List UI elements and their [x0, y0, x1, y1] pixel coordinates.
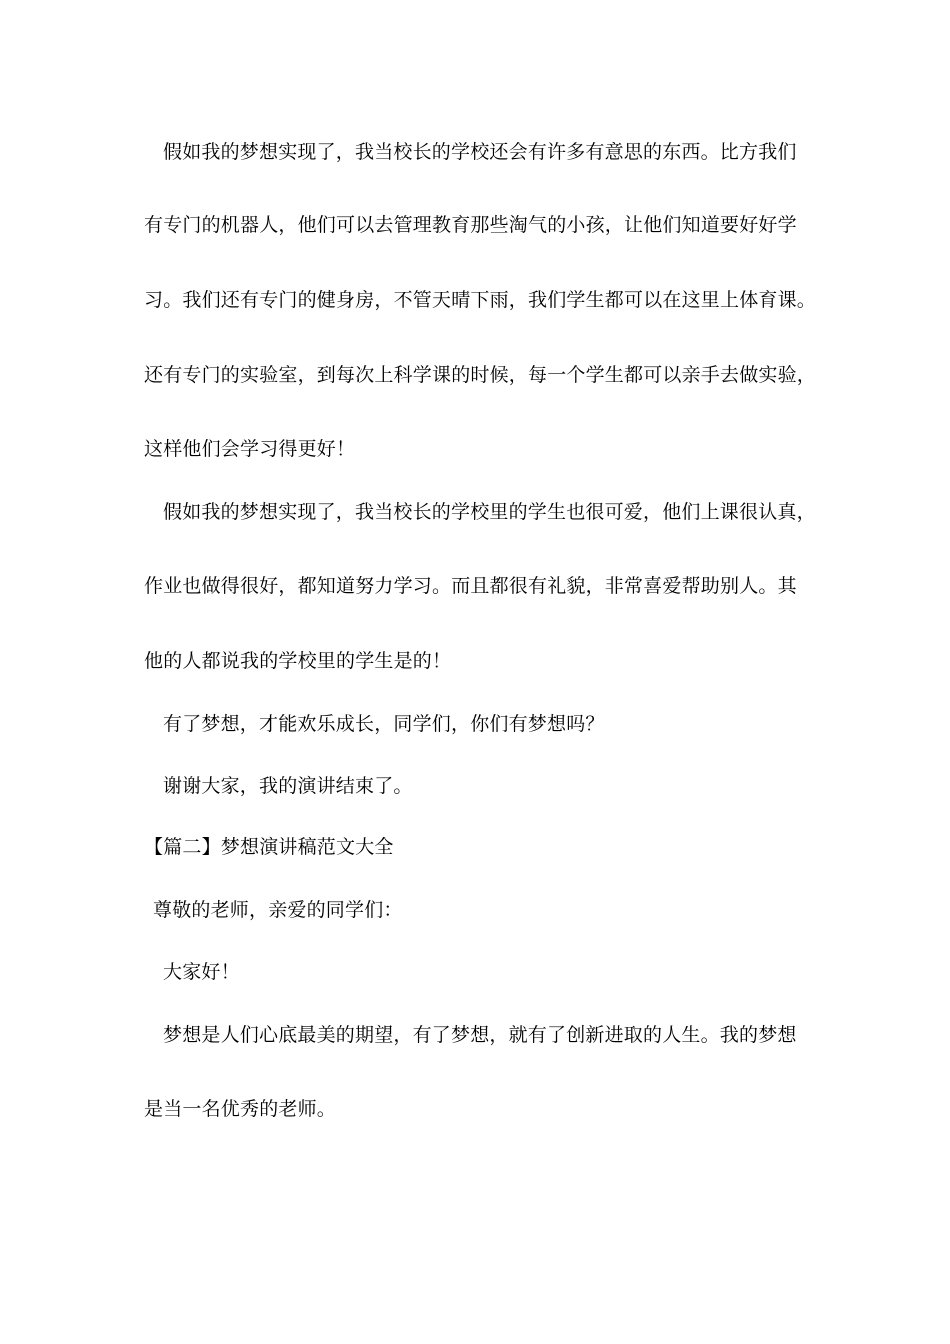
paragraph-1-line-2: 有专门的机器人，他们可以去管理教育那些淘气的小孩，让他们知道要好好学: [144, 214, 797, 236]
paragraph-1-line-4: 还有专门的实验室，到每次上科学课的时候，每一个学生都可以亲手去做实验，: [144, 364, 817, 386]
paragraph-4: 谢谢大家，我的演讲结束了。: [163, 775, 413, 797]
greeting: 大家好！: [163, 961, 240, 983]
paragraph-3: 有了梦想，才能欢乐成长，同学们，你们有梦想吗？: [163, 713, 605, 735]
paragraph-2-line-3: 他的人都说我的学校里的学生是的！: [144, 650, 452, 672]
paragraph-5-line-1: 梦想是人们心底最美的期望，有了梦想，就有了创新进取的人生。我的梦想: [163, 1024, 797, 1046]
section-heading: 【篇二】梦想演讲稿范文大全: [144, 836, 394, 858]
paragraph-2-line-2: 作业也做得很好，都知道努力学习。而且都很有礼貌，非常喜爱帮助别人。其: [144, 575, 797, 597]
paragraph-1-line-3: 习。我们还有专门的健身房，不管天晴下雨，我们学生都可以在这里上体育课。: [144, 289, 817, 311]
salutation: 尊敬的老师，亲爱的同学们：: [153, 899, 403, 921]
paragraph-1-line-5: 这样他们会学习得更好！: [144, 438, 356, 460]
paragraph-2-line-1: 假如我的梦想实现了，我当校长的学校里的学生也很可爱，他们上课很认真，: [163, 501, 816, 523]
paragraph-1-line-1: 假如我的梦想实现了，我当校长的学校还会有许多有意思的东西。比方我们: [163, 141, 797, 163]
paragraph-5-line-2: 是当一名优秀的老师。: [144, 1098, 337, 1120]
